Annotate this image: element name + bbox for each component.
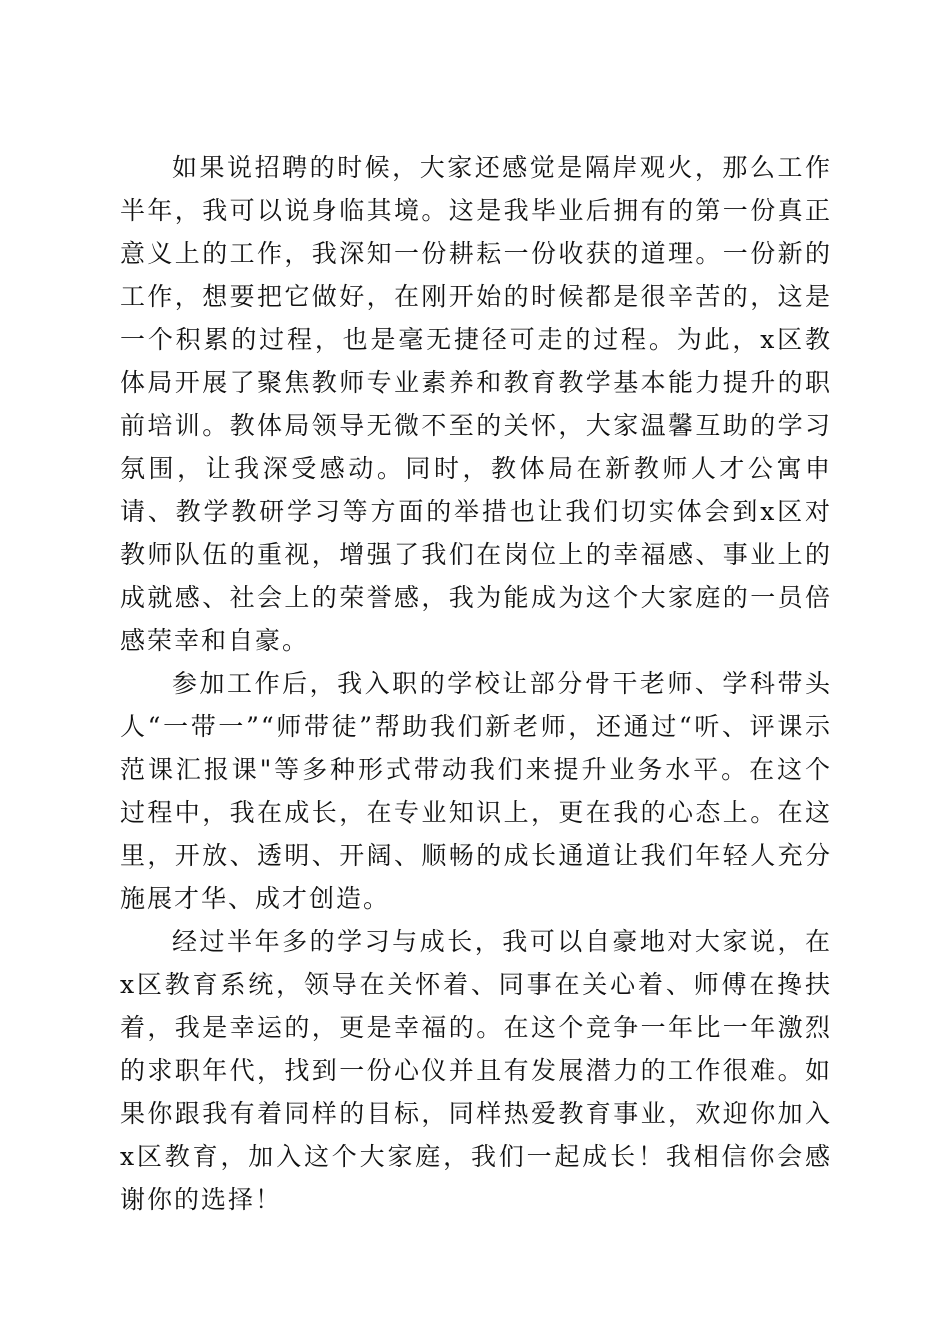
paragraph-1: 如果说招聘的时候，大家还感觉是隔岸观火，那么工作半年，我可以说身临其境。这是我毕业后拥有的第一份真正意义上的工作，我深知一份耕耘一份收获的道理。一份新的工作，想要把它做好，在刚开始的时候都是很辛苦的，这是一个积累的过程，也是毫无捷径可走的过程。为此，x区教体局开展了聚焦教师专业素养和教育教学基本能力提升的职前培训。教体局领导无微不至的关怀，大家温馨互助的学习氛围，让我深受感动。同时，教体局在新教师人才公寓申请、教学教研学习等方面的举措也让我们切实体会到x区对教师队伍的重视，增强了我们在岗位上的幸福感、事业上的成就感、社会上的荣誉感，我为能成为这个大家庭的一员倍感荣幸和自豪。	[120, 153, 832, 655]
document-body	[120, 146, 832, 1221]
paragraph-2: 参加工作后，我入职的学校让部分骨干老师、学科带头人“一带一”“师带徒”帮助我们新老师，还通过“听、评课示范课汇报课"等多种形式带动我们来提升业务水平。在这个过程中，我在成长，在专业知识上，更在我的心态上。在这里，开放、透明、开阔、顺畅的成长通道让我们年轻人充分施展才华、成才创造。	[120, 669, 832, 913]
paragraph-3: 经过半年多的学习与成长，我可以自豪地对大家说，在x区教育系统，领导在关怀着、同事在关心着、师傅在搀扶着，我是幸运的，更是幸福的。在这个竞争一年比一年激烈的求职年代，找到一份心仪并且有发展潜力的工作很难。如果你跟我有着同样的目标，同样热爱教育事业，欢迎你加入x区教育，加入这个大家庭，我们一起成长！我相信你会感谢你的选择！	[120, 927, 832, 1214]
